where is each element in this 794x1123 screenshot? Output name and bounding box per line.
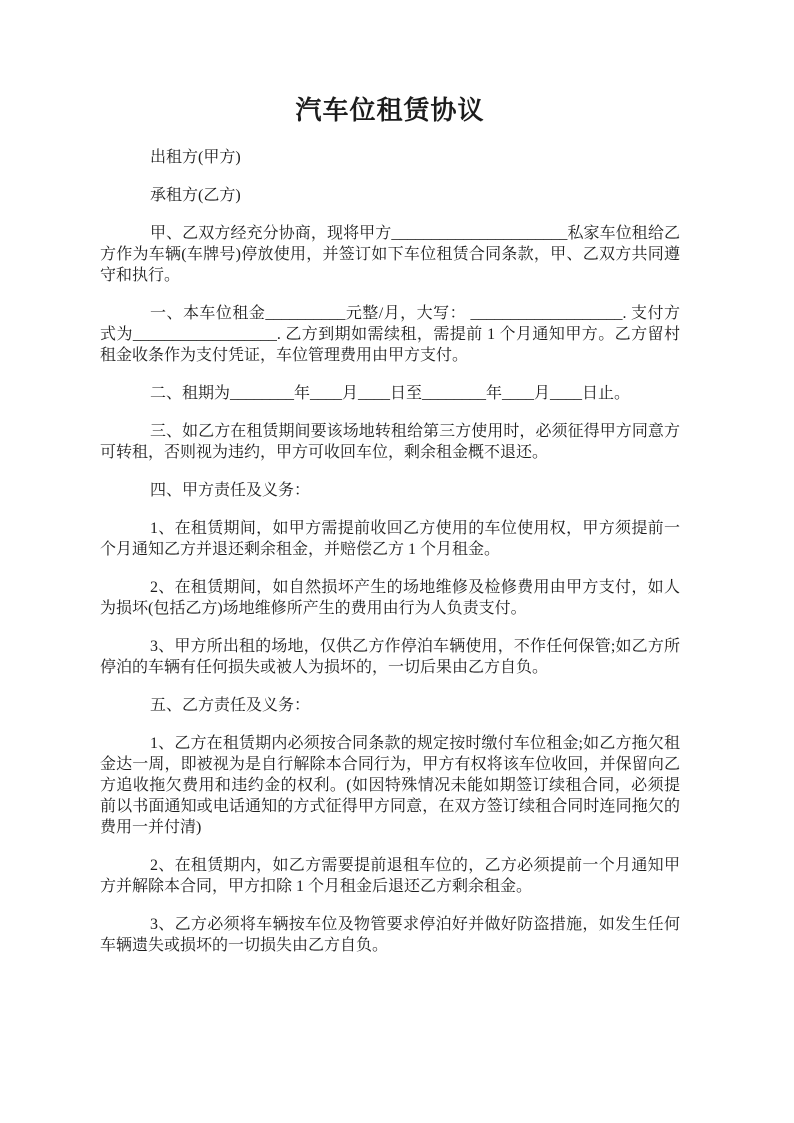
clause-4-item-2: 2、在租赁期间，如自然损坏产生的场地维修及检修费用由甲方支付，如人为损坏(包括乙方)场地维修所产生的费用由行为人负责支付。	[100, 579, 680, 617]
clause-5-item-3: 3、乙方必须将车辆按车位及物管要求停泊好并做好防盗措施，如发生任何车辆遗失或损坏的一切损失由乙方自负。	[100, 916, 680, 954]
clause-4-item-3: 3、甲方所出租的场地，仅供乙方作停泊车辆使用，不作任何保管;如乙方所停泊的车辆有任何损失或被人为损坏的，一切后果由乙方自负。	[100, 638, 680, 676]
clause-5-heading: 五、乙方责任及义务：	[150, 697, 311, 714]
clause-1-rent: 一、本车位租金__________元整/月，大写： ___________________. 支付方式为__________________. 乙方到期如需续租，需提前 1 个月通知甲方。乙方留村租金收条作为支付凭证，车位管理费用由甲方支付。	[100, 305, 680, 364]
clause-3-sublease: 三、如乙方在租赁期间要该场地转租给第三方使用时，必须征得甲方同意方可转租，否则视为违约，甲方可收回车位，剩余租金概不退还。	[100, 423, 680, 461]
document-title: 汽车位租赁协议	[295, 96, 485, 125]
party-lessee: 承租方(乙方)	[150, 187, 241, 204]
party-lessor: 出租方(甲方)	[150, 149, 241, 166]
preamble-paragraph: 甲、乙双方经充分协商，现将甲方______________________私家车位租给乙方作为车辆(车牌号)停放使用，并签订如下车位租赁合同条款，甲、乙双方共同遵守和执行。	[100, 225, 680, 284]
clause-5-item-1: 1、乙方在租赁期内必须按合同条款的规定按时缴付车位租金;如乙方拖欠租金达一周，即被视为是自行解除本合同行为，甲方有权将该车位收回，并保留向乙方追收拖欠费用和违约金的权利。(如因特殊情况未能如期签订续租合同，必须提前以书面通知或电话通知的方式征得甲方同意，在双方签订续租合同时连同拖欠的费用一并付清)	[100, 735, 680, 836]
clause-5-item-2: 2、在租赁期内，如乙方需要提前退租车位的，乙方必须提前一个月通知甲方并解除本合同，甲方扣除 1 个月租金后退还乙方剩余租金。	[100, 857, 680, 895]
clause-4-item-1: 1、在租赁期间，如甲方需提前收回乙方使用的车位使用权，甲方须提前一个月通知乙方并退还剩余租金，并赔偿乙方 1 个月租金。	[100, 520, 680, 558]
clause-4-heading: 四、甲方责任及义务：	[150, 482, 311, 499]
clause-2-term: 二、租期为________年____月____日至________年____月____日止。	[150, 385, 631, 402]
